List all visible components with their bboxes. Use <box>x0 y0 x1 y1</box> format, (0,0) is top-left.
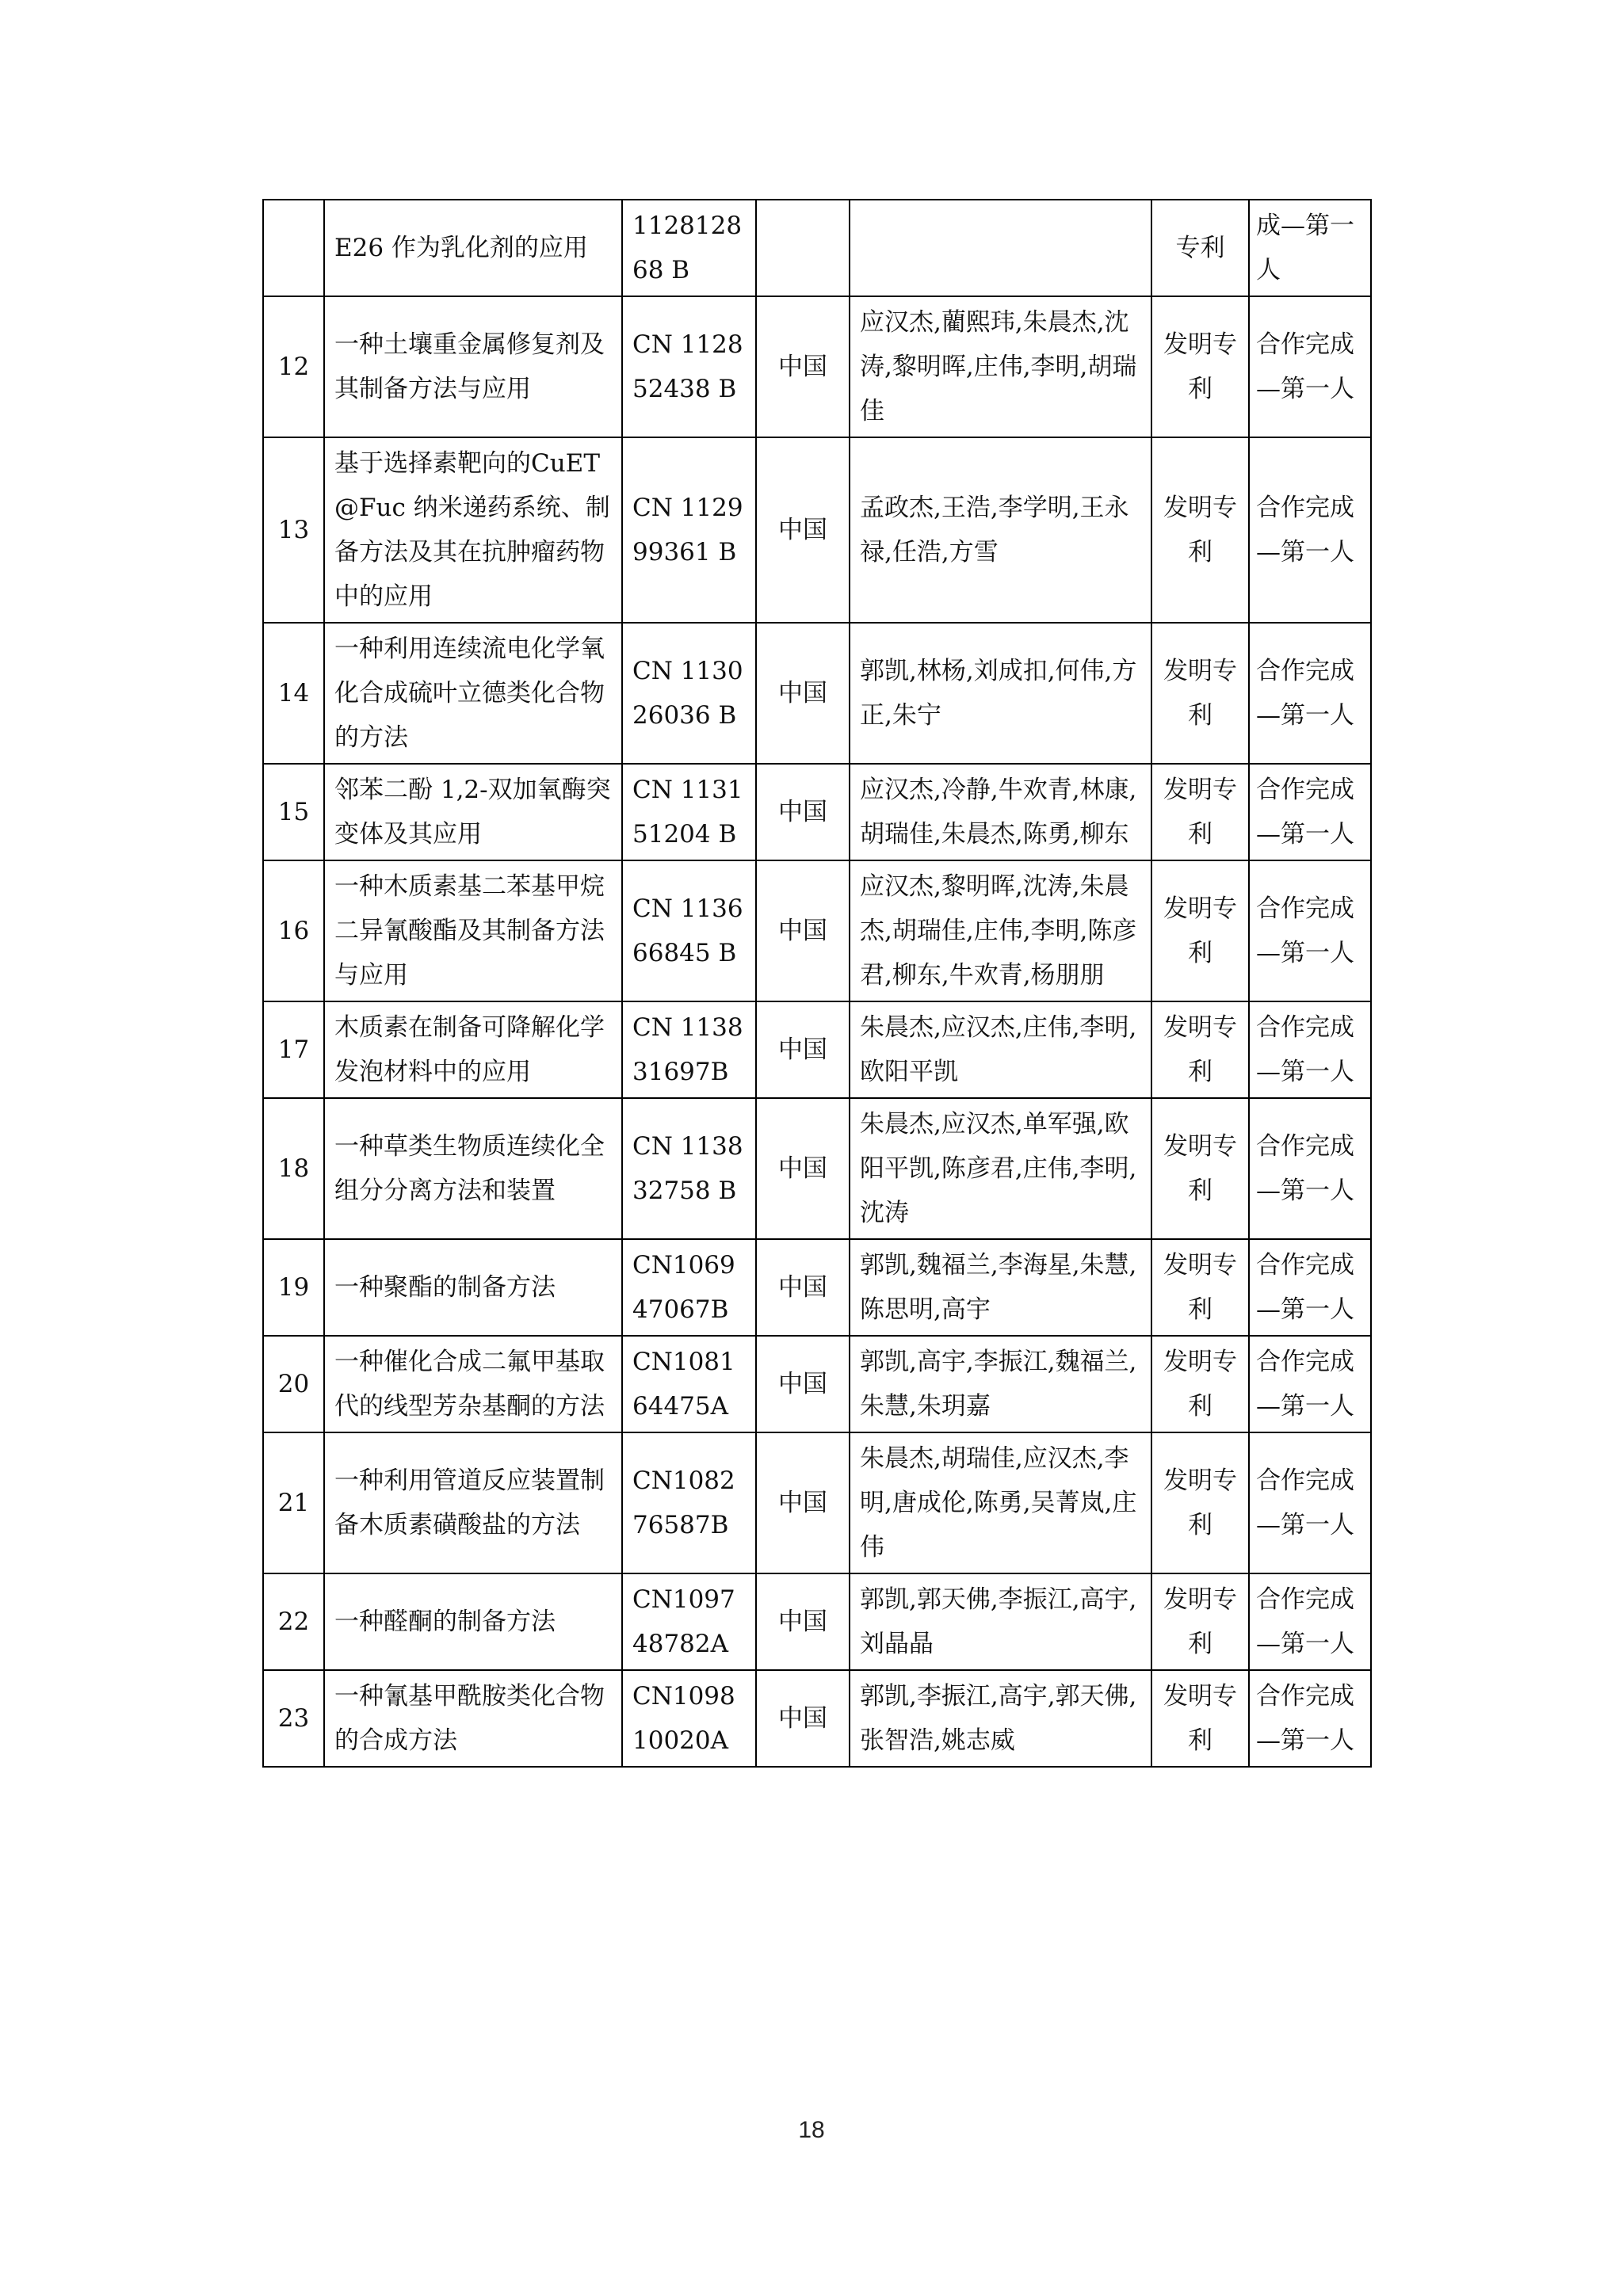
table-row <box>263 1573 1371 1670</box>
inventors: 郭凯,高宇,李振江,魏福兰,朱慧,朱玥嘉 <box>850 1336 1151 1432</box>
completion-mode: 成—第一人 <box>1249 200 1371 296</box>
patent-name: 木质素在制备可降解化学发泡材料中的应用 <box>324 1001 622 1098</box>
completion-mode: 合作完成—第一人 <box>1249 1098 1371 1239</box>
inventors: 朱晨杰,应汉杰,庄伟,李明,欧阳平凯 <box>850 1001 1151 1098</box>
row-number: 16 <box>263 860 324 1001</box>
patent-type: 专利 <box>1151 200 1249 296</box>
completion-mode: 合作完成—第一人 <box>1249 1670 1371 1767</box>
patent-name: 邻苯二酚 1,2-双加氧酶突变体及其应用 <box>324 764 622 860</box>
completion-mode: 合作完成—第一人 <box>1249 1336 1371 1432</box>
patent-country: 中国 <box>756 437 850 623</box>
row-number: 17 <box>263 1001 324 1098</box>
row-number: 12 <box>263 296 324 437</box>
table-row <box>263 1001 1371 1098</box>
patent-type: 发明专利 <box>1151 1336 1249 1432</box>
inventors: 孟政杰,王浩,李学明,王永禄,任浩,方雪 <box>850 437 1151 623</box>
completion-mode: 合作完成—第一人 <box>1249 1573 1371 1670</box>
patent-name: 一种利用连续流电化学氧化合成硫叶立德类化合物的方法 <box>324 623 622 764</box>
patent-country: 中国 <box>756 1336 850 1432</box>
patent-name: 一种利用管道反应装置制备木质素磺酸盐的方法 <box>324 1432 622 1573</box>
row-number: 15 <box>263 764 324 860</box>
patent-number: CN108276587B <box>622 1432 756 1573</box>
patent-name: E26 作为乳化剂的应用 <box>324 200 622 296</box>
completion-mode: 合作完成—第一人 <box>1249 296 1371 437</box>
patent-number: CN 112999361 B <box>622 437 756 623</box>
table-row <box>263 1098 1371 1239</box>
patent-country: 中国 <box>756 1670 850 1767</box>
row-number: 21 <box>263 1432 324 1573</box>
table-row <box>263 860 1371 1001</box>
completion-mode: 合作完成—第一人 <box>1249 860 1371 1001</box>
completion-mode: 合作完成—第一人 <box>1249 437 1371 623</box>
inventors: 郭凯,郭天佛,李振江,高宇,刘晶晶 <box>850 1573 1151 1670</box>
table-row <box>263 296 1371 437</box>
table-row <box>263 1336 1371 1432</box>
patent-number: CN 113831697B <box>622 1001 756 1098</box>
row-number: 13 <box>263 437 324 623</box>
patent-number: 112812868 B <box>622 200 756 296</box>
patent-type: 发明专利 <box>1151 1098 1249 1239</box>
inventors: 郭凯,林杨,刘成扣,何伟,方正,朱宁 <box>850 623 1151 764</box>
patent-number: CN108164475A <box>622 1336 756 1432</box>
patent-type: 发明专利 <box>1151 1670 1249 1767</box>
patent-country: 中国 <box>756 764 850 860</box>
table-row <box>263 1239 1371 1336</box>
row-number: 19 <box>263 1239 324 1336</box>
table-row <box>263 1670 1371 1767</box>
patent-table <box>262 199 1372 1768</box>
table-row <box>263 764 1371 860</box>
patent-country: 中国 <box>756 1098 850 1239</box>
row-number: 23 <box>263 1670 324 1767</box>
patent-country: 中国 <box>756 860 850 1001</box>
patent-country: 中国 <box>756 623 850 764</box>
completion-mode: 合作完成—第一人 <box>1249 1239 1371 1336</box>
row-number <box>263 200 324 296</box>
patent-type: 发明专利 <box>1151 764 1249 860</box>
patent-number: CN 112852438 B <box>622 296 756 437</box>
patent-type: 发明专利 <box>1151 296 1249 437</box>
patent-country <box>756 200 850 296</box>
table-row <box>263 623 1371 764</box>
patent-name: 一种草类生物质连续化全组分分离方法和装置 <box>324 1098 622 1239</box>
completion-mode: 合作完成—第一人 <box>1249 764 1371 860</box>
inventors: 应汉杰,冷静,牛欢青,林康,胡瑞佳,朱晨杰,陈勇,柳东 <box>850 764 1151 860</box>
completion-mode: 合作完成—第一人 <box>1249 1001 1371 1098</box>
patent-type: 发明专利 <box>1151 437 1249 623</box>
patent-country: 中国 <box>756 1432 850 1573</box>
inventors: 应汉杰,藺熙玮,朱晨杰,沈涛,黎明晖,庄伟,李明,胡瑞佳 <box>850 296 1151 437</box>
completion-mode: 合作完成—第一人 <box>1249 1432 1371 1573</box>
patent-country: 中国 <box>756 1001 850 1098</box>
patent-number: CN109810020A <box>622 1670 756 1767</box>
patent-number: CN 113832758 B <box>622 1098 756 1239</box>
patent-number: CN 113151204 B <box>622 764 756 860</box>
inventors: 朱晨杰,应汉杰,单军强,欧阳平凯,陈彦君,庄伟,李明,沈涛 <box>850 1098 1151 1239</box>
patent-name: 一种氰基甲酰胺类化合物的合成方法 <box>324 1670 622 1767</box>
inventors: 应汉杰,黎明晖,沈涛,朱晨杰,胡瑞佳,庄伟,李明,陈彦君,柳东,牛欢青,杨朋朋 <box>850 860 1151 1001</box>
inventors: 郭凯,李振江,高宇,郭天佛,张智浩,姚志威 <box>850 1670 1151 1767</box>
patent-name: 一种醛酮的制备方法 <box>324 1573 622 1670</box>
patent-type: 发明专利 <box>1151 1432 1249 1573</box>
patent-country: 中国 <box>756 296 850 437</box>
row-number: 20 <box>263 1336 324 1432</box>
patent-type: 发明专利 <box>1151 1001 1249 1098</box>
patent-country: 中国 <box>756 1239 850 1336</box>
inventors: 郭凯,魏福兰,李海星,朱慧,陈思明,高宇 <box>850 1239 1151 1336</box>
row-number: 14 <box>263 623 324 764</box>
patent-name: 一种催化合成二氟甲基取代的线型芳杂基酮的方法 <box>324 1336 622 1432</box>
patent-type: 发明专利 <box>1151 1239 1249 1336</box>
row-number: 22 <box>263 1573 324 1670</box>
patent-name: 一种聚酯的制备方法 <box>324 1239 622 1336</box>
inventors <box>850 200 1151 296</box>
row-number: 18 <box>263 1098 324 1239</box>
inventors: 朱晨杰,胡瑞佳,应汉杰,李明,唐成伦,陈勇,吴菁岚,庄伟 <box>850 1432 1151 1573</box>
page-number: 18 <box>798 2117 825 2143</box>
patent-number: CN 113666845 B <box>622 860 756 1001</box>
patent-type: 发明专利 <box>1151 860 1249 1001</box>
patent-number: CN106947067B <box>622 1239 756 1336</box>
patent-type: 发明专利 <box>1151 1573 1249 1670</box>
patent-name: 基于选择素靶向的CuET@Fuc 纳米递药系统、制备方法及其在抗肿瘤药物中的应用 <box>324 437 622 623</box>
table-row <box>263 1432 1371 1573</box>
patent-type: 发明专利 <box>1151 623 1249 764</box>
patent-number: CN 113026036 B <box>622 623 756 764</box>
patent-name: 一种土壤重金属修复剂及其制备方法与应用 <box>324 296 622 437</box>
patent-number: CN109748782A <box>622 1573 756 1670</box>
table-row <box>263 437 1371 623</box>
patent-country: 中国 <box>756 1573 850 1670</box>
patent-name: 一种木质素基二苯基甲烷二异氰酸酯及其制备方法与应用 <box>324 860 622 1001</box>
completion-mode: 合作完成—第一人 <box>1249 623 1371 764</box>
table-row <box>263 200 1371 296</box>
